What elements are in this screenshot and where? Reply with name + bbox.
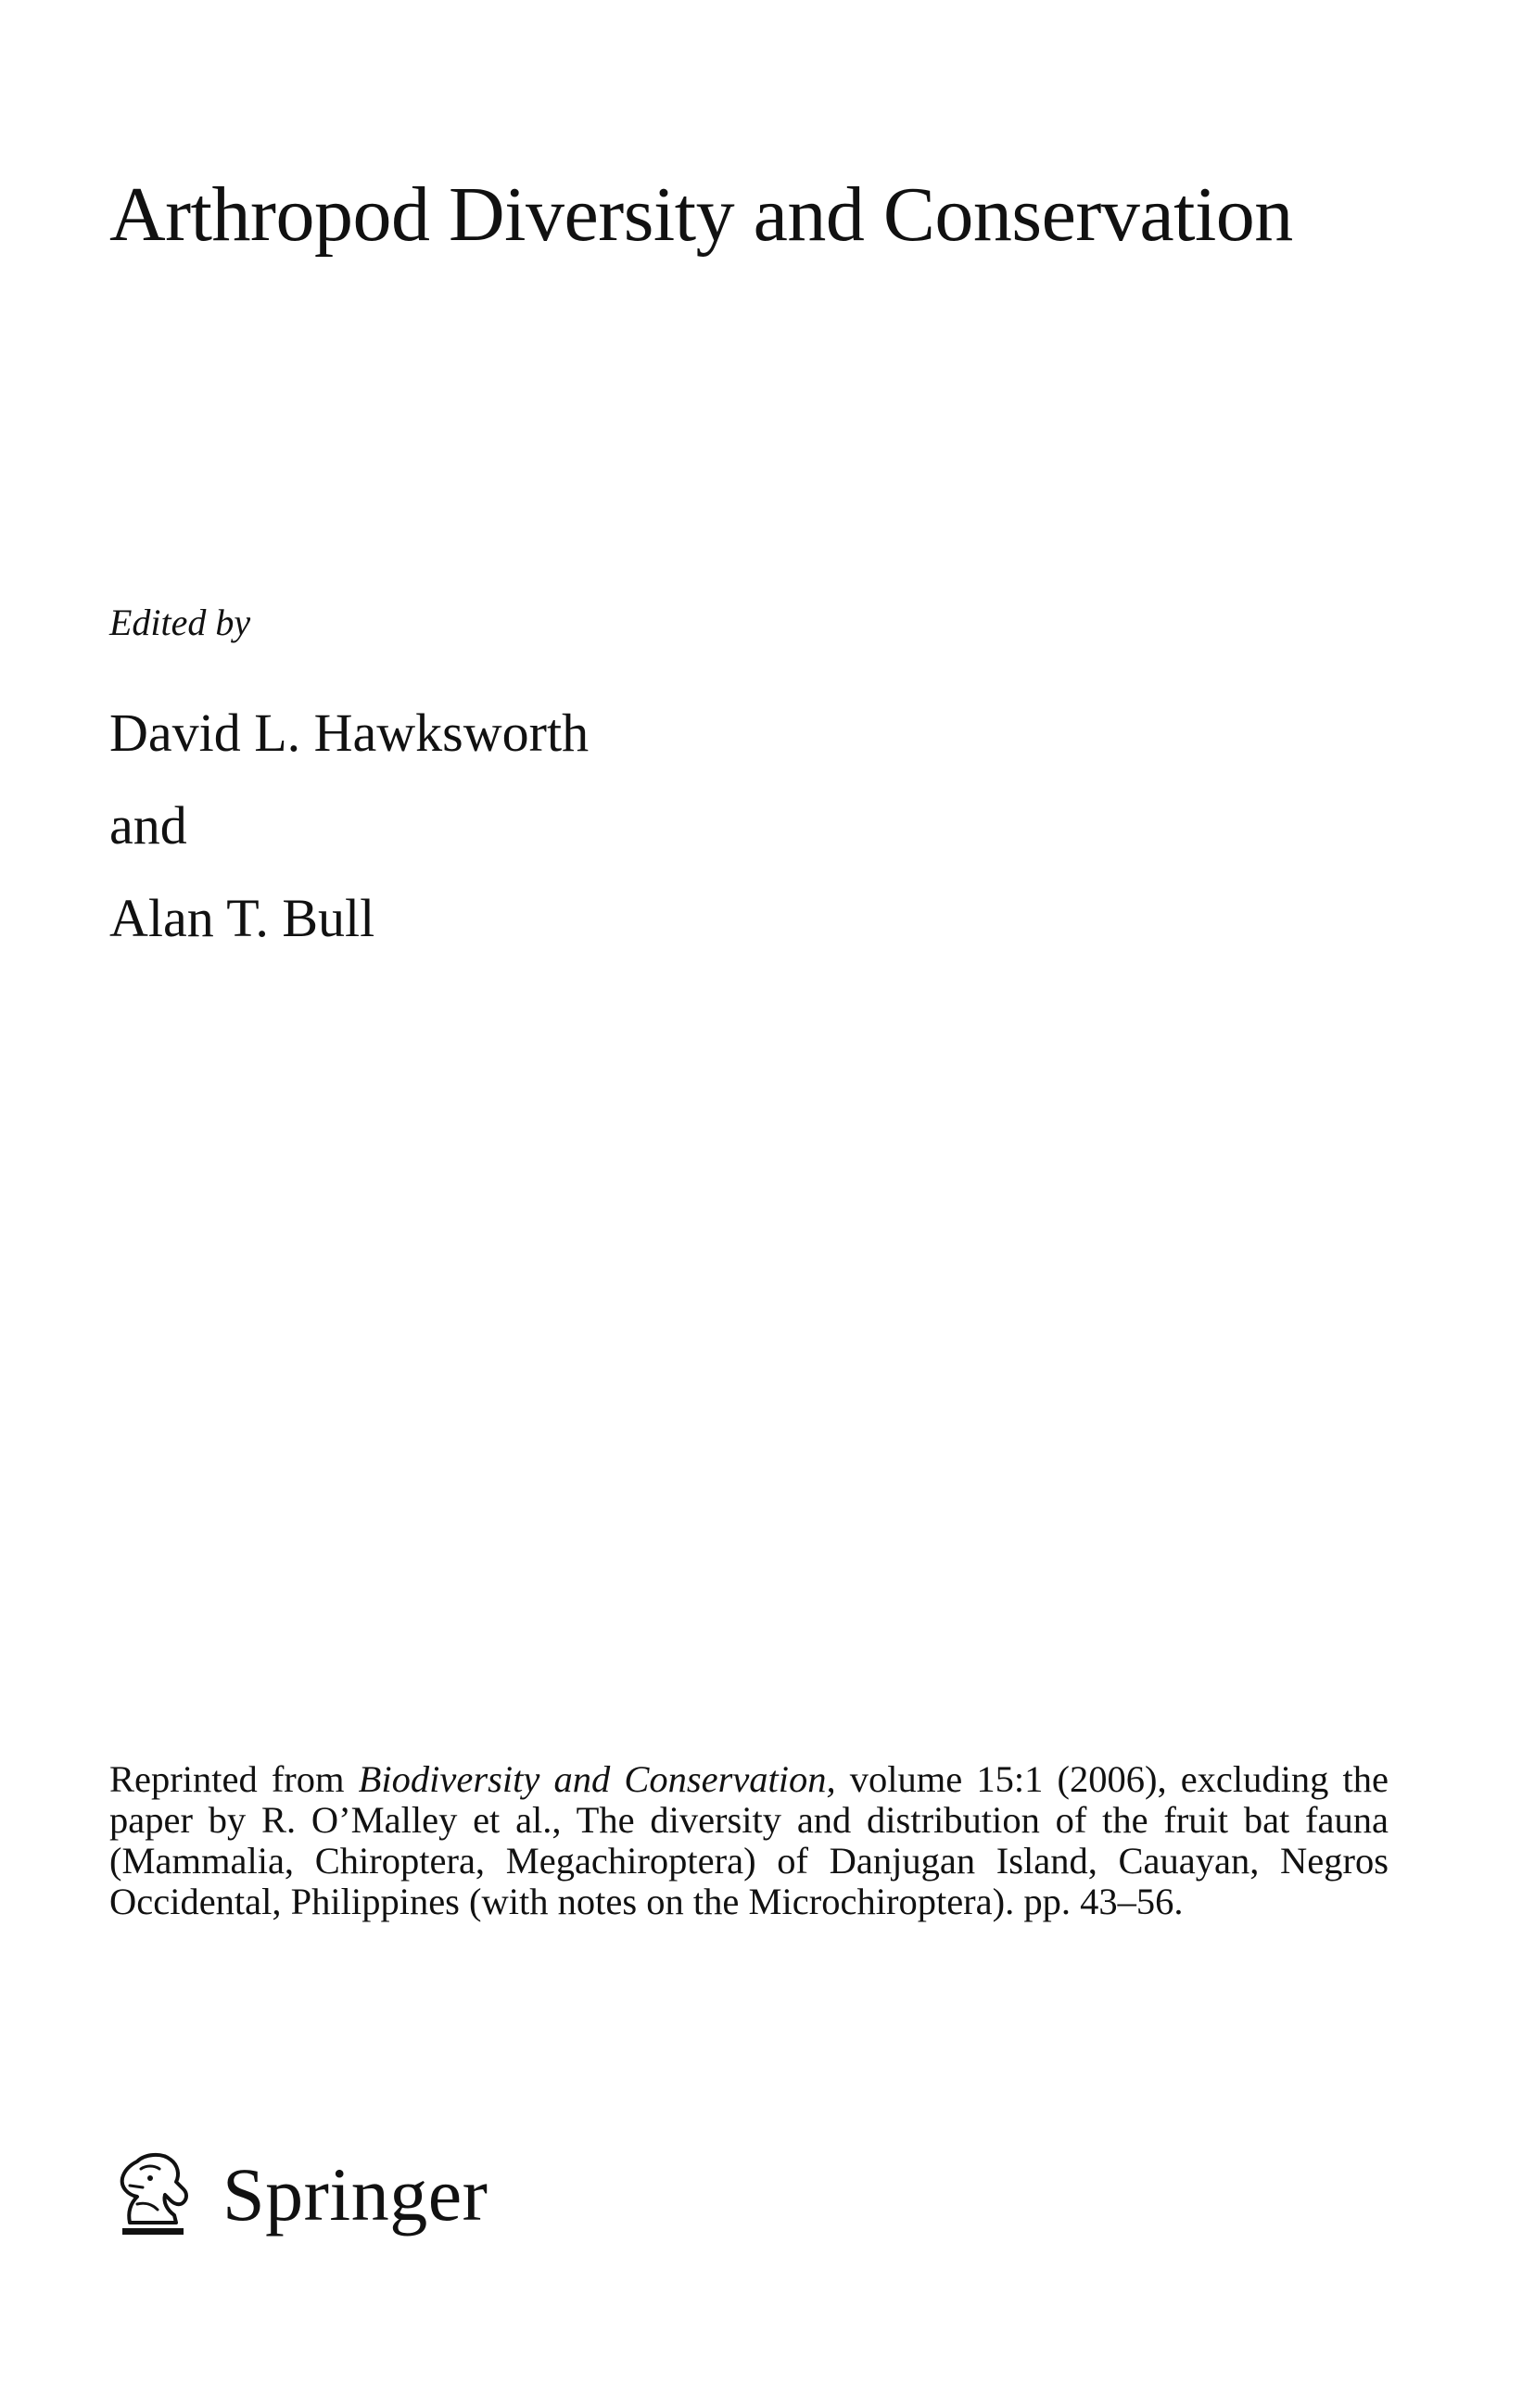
reprint-note-prefix: Reprinted from bbox=[109, 1758, 359, 1800]
springer-knight-chess-piece-icon bbox=[109, 2148, 198, 2241]
reprint-note-journal: Biodiversity and Conservation, bbox=[358, 1758, 836, 1800]
editor-name-second: Alan T. Bull bbox=[109, 888, 375, 948]
editor-name-first: David L. Hawksworth bbox=[109, 703, 590, 763]
reprint-note-suffix: volume 15:1 (2006), excluding the paper by R. O’Malley et al., The diversity and distribution of the fruit bat fauna (Mammalia, Chiroptera, Megachiroptera) of Danjugan Island, Cauayan, Negros Occidental, Philippines (with notes on the Microchiroptera). pp. 43–56. bbox=[109, 1758, 1389, 1922]
edited-by-label: Edited by bbox=[109, 602, 251, 643]
publisher-name: Springer bbox=[222, 2152, 488, 2237]
publisher-imprint bbox=[109, 2148, 488, 2241]
book-title: Arthropod Diversity and Conservation bbox=[109, 171, 1293, 258]
editor-conjunction: and bbox=[109, 795, 187, 855]
reprint-note bbox=[109, 1759, 1389, 1922]
